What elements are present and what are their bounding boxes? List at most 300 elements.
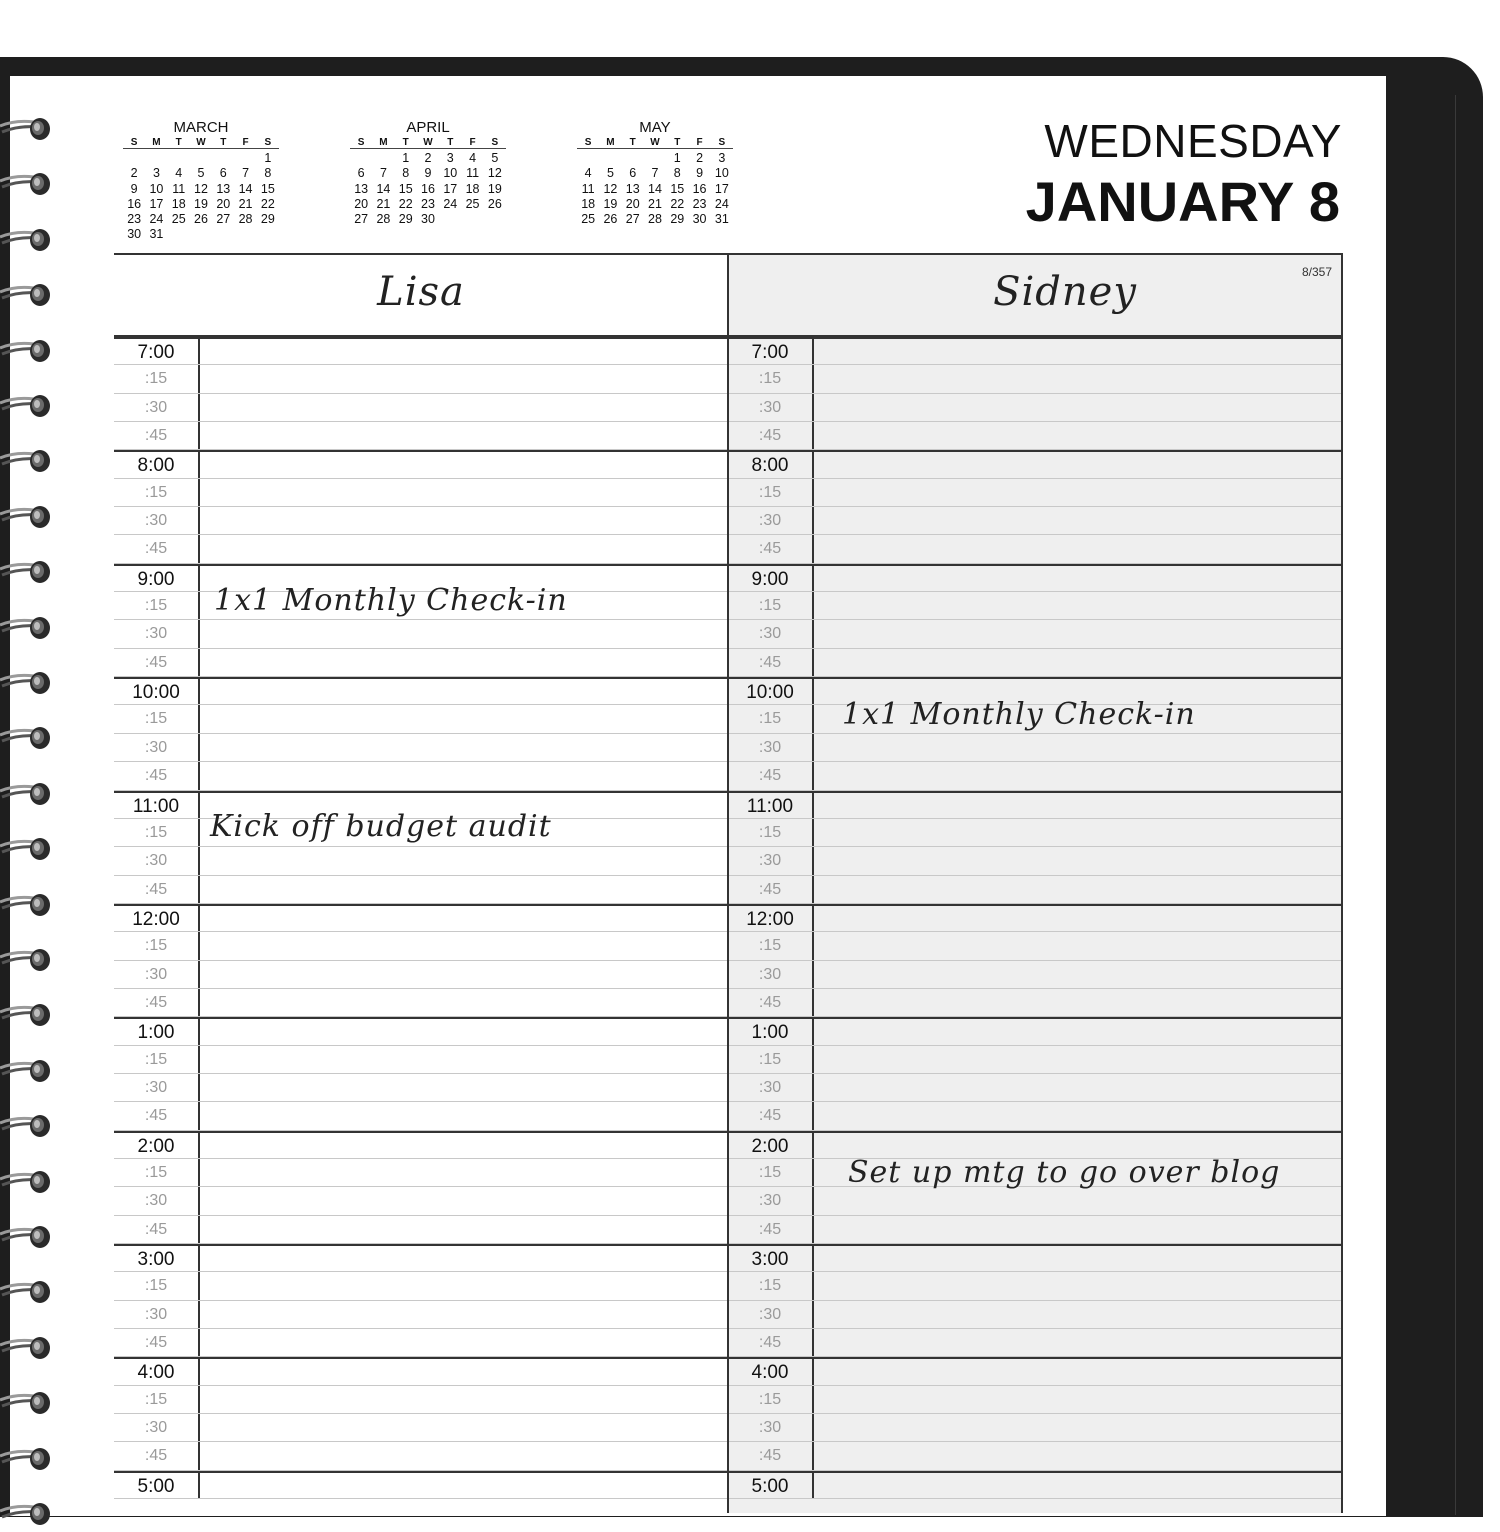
spiral-coil bbox=[0, 116, 56, 142]
calendar-day: 8 bbox=[264, 166, 272, 181]
calendar-day: 23 bbox=[127, 212, 142, 227]
spiral-coil bbox=[0, 1113, 56, 1139]
spiral-coil bbox=[0, 1002, 56, 1028]
calendar-day: 3 bbox=[152, 166, 160, 181]
time-slot-row[interactable] bbox=[114, 337, 728, 365]
calendar-day: 14 bbox=[648, 181, 662, 196]
calendar-day: 20 bbox=[216, 196, 231, 211]
time-slot-row[interactable] bbox=[728, 1301, 1342, 1329]
mini-calendar-weekdays bbox=[350, 137, 506, 149]
time-slot-row[interactable] bbox=[728, 1102, 1342, 1130]
calendar-day: 12 bbox=[603, 181, 618, 196]
time-label: :45 bbox=[114, 535, 200, 562]
time-rows bbox=[728, 337, 1342, 1499]
time-slot-row[interactable] bbox=[728, 876, 1342, 904]
calendar-day: 9 bbox=[696, 166, 704, 181]
time-slot-row[interactable] bbox=[728, 1046, 1342, 1074]
time-slot-row[interactable] bbox=[114, 1357, 728, 1385]
spiral-coil bbox=[0, 504, 56, 530]
time-label: :30 bbox=[728, 507, 814, 534]
mini-calendar-march bbox=[123, 119, 279, 243]
time-label: :30 bbox=[728, 1074, 814, 1101]
time-slot-row[interactable] bbox=[728, 1414, 1342, 1442]
calendar-day: 28 bbox=[648, 212, 662, 227]
time-slot-row[interactable] bbox=[114, 1329, 728, 1357]
time-slot-row[interactable] bbox=[728, 1272, 1342, 1300]
time-slot-row[interactable] bbox=[114, 1272, 728, 1300]
time-label: :45 bbox=[728, 762, 814, 789]
time-slot-row[interactable] bbox=[114, 1244, 728, 1272]
mini-calendar-may bbox=[577, 119, 733, 227]
calendar-day: 7 bbox=[379, 166, 387, 181]
time-label: :30 bbox=[114, 1074, 200, 1101]
spiral-coil bbox=[0, 1058, 56, 1084]
column-divider bbox=[727, 253, 729, 1513]
time-slot-row[interactable] bbox=[728, 1187, 1342, 1215]
time-slot-row[interactable] bbox=[114, 479, 728, 507]
mini-calendar-april bbox=[350, 119, 506, 227]
time-slot-row[interactable] bbox=[728, 1386, 1342, 1414]
time-slot-row[interactable] bbox=[114, 1442, 728, 1470]
time-slot-row[interactable] bbox=[728, 535, 1342, 563]
calendar-day: 8 bbox=[673, 166, 681, 181]
spiral-coil bbox=[0, 393, 56, 419]
time-slot-row[interactable] bbox=[114, 762, 728, 790]
time-label: :15 bbox=[728, 479, 814, 506]
calendar-day: 8 bbox=[402, 166, 410, 181]
calendar-day: 24 bbox=[443, 196, 458, 211]
calendar-day: 26 bbox=[603, 212, 618, 227]
time-slot-row[interactable] bbox=[114, 450, 728, 478]
time-label: :45 bbox=[114, 1102, 200, 1129]
time-slot-row[interactable] bbox=[728, 507, 1342, 535]
calendar-day: 18 bbox=[581, 196, 596, 211]
weekday-initial: F bbox=[696, 137, 703, 148]
time-label: 7:00 bbox=[114, 339, 200, 364]
time-label: 2:00 bbox=[114, 1133, 200, 1158]
time-label: :45 bbox=[114, 989, 200, 1016]
calendar-day bbox=[123, 151, 145, 166]
time-label: :30 bbox=[114, 620, 200, 647]
mini-calendar-days bbox=[577, 151, 733, 227]
calendar-day: 2 bbox=[424, 151, 432, 165]
time-slot-row[interactable] bbox=[114, 1187, 728, 1215]
time-slot-row[interactable] bbox=[114, 904, 728, 932]
time-label: 4:00 bbox=[114, 1359, 200, 1384]
calendar-day: 29 bbox=[398, 212, 413, 227]
time-label: 11:00 bbox=[728, 793, 814, 818]
time-slot-row[interactable] bbox=[728, 592, 1342, 620]
calendar-day: 21 bbox=[648, 196, 662, 211]
time-slot-row[interactable] bbox=[114, 422, 728, 450]
time-slot-row[interactable] bbox=[114, 1017, 728, 1045]
calendar-day: 27 bbox=[354, 212, 369, 227]
mini-calendar-month-name: APRIL bbox=[406, 119, 450, 136]
time-label: :15 bbox=[728, 1159, 814, 1186]
time-label: 5:00 bbox=[114, 1473, 200, 1498]
weekday-initial: T bbox=[674, 137, 681, 148]
calendar-day: 21 bbox=[238, 196, 253, 211]
calendar-day: 19 bbox=[603, 196, 618, 211]
time-label: :30 bbox=[114, 1301, 200, 1328]
calendar-day: 15 bbox=[260, 181, 275, 196]
mini-calendar-days bbox=[123, 151, 279, 243]
time-label: :15 bbox=[114, 1272, 200, 1299]
calendar-day: 17 bbox=[714, 181, 729, 196]
calendar-day: 27 bbox=[216, 212, 231, 227]
time-label: 11:00 bbox=[114, 793, 200, 818]
calendar-day: 15 bbox=[398, 181, 413, 196]
time-slot-row[interactable] bbox=[728, 337, 1342, 365]
calendar-day: 4 bbox=[469, 151, 477, 165]
weekday-initial: S bbox=[130, 137, 138, 148]
column-header bbox=[728, 253, 1342, 337]
time-label: :45 bbox=[114, 762, 200, 789]
calendar-day: 29 bbox=[260, 212, 275, 227]
time-slot-row[interactable] bbox=[728, 932, 1342, 960]
time-label: 8:00 bbox=[114, 452, 200, 477]
spiral-coil bbox=[0, 171, 56, 197]
calendar-day bbox=[212, 151, 234, 166]
calendar-day: 19 bbox=[194, 196, 208, 211]
time-slot-row[interactable] bbox=[728, 422, 1342, 450]
schedule-column-sidney bbox=[728, 253, 1342, 1513]
column-name: Lisa bbox=[377, 269, 465, 315]
weekday-initial: T bbox=[175, 137, 182, 148]
calendar-day bbox=[622, 151, 644, 166]
date-heading: JANUARY 8 bbox=[1025, 170, 1340, 233]
spiral-coil bbox=[0, 1335, 56, 1361]
weekday-initial: T bbox=[402, 137, 409, 148]
calendar-day bbox=[644, 151, 666, 166]
calendar-day: 10 bbox=[714, 166, 729, 181]
time-slot-row[interactable] bbox=[728, 734, 1342, 762]
time-slot-row[interactable] bbox=[728, 762, 1342, 790]
time-slot-row[interactable] bbox=[114, 1074, 728, 1102]
weekday-initial: F bbox=[242, 137, 249, 148]
spiral-coil bbox=[0, 947, 56, 973]
time-slot-row[interactable] bbox=[728, 649, 1342, 677]
time-slot-row[interactable] bbox=[114, 1102, 728, 1130]
time-label: :45 bbox=[728, 989, 814, 1016]
calendar-day: 22 bbox=[260, 196, 275, 211]
time-label: :15 bbox=[728, 592, 814, 619]
weekday-initial: W bbox=[196, 137, 206, 148]
calendar-day: 16 bbox=[692, 181, 707, 196]
time-label: :45 bbox=[728, 535, 814, 562]
calendar-day: 3 bbox=[446, 151, 454, 165]
time-label: 1:00 bbox=[114, 1019, 200, 1044]
calendar-day: 25 bbox=[171, 212, 186, 227]
time-slot-row[interactable] bbox=[728, 989, 1342, 1017]
spiral-coil bbox=[0, 448, 56, 474]
weekday-initial: M bbox=[152, 137, 161, 148]
calendar-day: 1 bbox=[402, 151, 410, 165]
time-slot-row[interactable] bbox=[114, 620, 728, 648]
time-slot-row[interactable] bbox=[728, 961, 1342, 989]
schedule-column-lisa bbox=[114, 253, 728, 1513]
calendar-day: 27 bbox=[625, 212, 640, 227]
time-label: :45 bbox=[114, 1216, 200, 1243]
time-slot-row[interactable] bbox=[114, 1301, 728, 1329]
calendar-day: 11 bbox=[466, 166, 480, 181]
spiral-binding bbox=[0, 0, 60, 1500]
calendar-day bbox=[234, 151, 256, 166]
calendar-day: 6 bbox=[629, 166, 637, 181]
time-label: 12:00 bbox=[114, 906, 200, 931]
calendar-day: 9 bbox=[130, 181, 138, 196]
mini-calendar-month-name: MARCH bbox=[173, 119, 229, 136]
spiral-coil bbox=[0, 1446, 56, 1472]
calendar-day: 10 bbox=[443, 166, 458, 181]
time-slot-row[interactable] bbox=[728, 847, 1342, 875]
time-slot-row[interactable] bbox=[114, 1159, 728, 1187]
weekday-initial: M bbox=[606, 137, 615, 148]
calendar-day: 14 bbox=[238, 181, 253, 196]
schedule-grid bbox=[114, 253, 1343, 1513]
calendar-day: 30 bbox=[692, 212, 707, 227]
time-label: :45 bbox=[728, 876, 814, 903]
spiral-coil bbox=[0, 338, 56, 364]
weekday-initial: W bbox=[423, 137, 433, 148]
time-label: :45 bbox=[728, 1329, 814, 1356]
entry-note[interactable]: Kick off budget audit bbox=[210, 809, 552, 844]
time-label: :15 bbox=[728, 1386, 814, 1413]
calendar-day: 11 bbox=[581, 181, 595, 196]
time-label: :30 bbox=[728, 961, 814, 988]
spiral-coil bbox=[0, 1169, 56, 1195]
calendar-day: 4 bbox=[584, 166, 592, 181]
time-label: :45 bbox=[114, 1329, 200, 1356]
mini-calendar-days bbox=[350, 151, 506, 227]
time-label: :15 bbox=[114, 932, 200, 959]
time-slot-row[interactable] bbox=[114, 705, 728, 733]
weekday-initial: F bbox=[469, 137, 476, 148]
time-slot-row[interactable] bbox=[114, 734, 728, 762]
calendar-day: 31 bbox=[149, 227, 164, 242]
mini-calendar-weekdays bbox=[123, 137, 279, 149]
calendar-day bbox=[577, 151, 599, 166]
calendar-day: 31 bbox=[714, 212, 729, 227]
page-number: 8/357 bbox=[1301, 265, 1332, 279]
time-label: :15 bbox=[114, 365, 200, 392]
time-slot-row[interactable] bbox=[114, 932, 728, 960]
calendar-day: 29 bbox=[670, 212, 685, 227]
time-slot-row[interactable] bbox=[728, 620, 1342, 648]
calendar-day: 12 bbox=[487, 166, 502, 181]
spiral-coil bbox=[0, 892, 56, 918]
time-slot-row[interactable] bbox=[728, 479, 1342, 507]
calendar-day: 17 bbox=[149, 196, 164, 211]
calendar-day: 26 bbox=[487, 196, 502, 211]
time-slot-row[interactable] bbox=[114, 876, 728, 904]
time-label: :30 bbox=[728, 620, 814, 647]
time-label: :15 bbox=[728, 1046, 814, 1073]
time-label: 1:00 bbox=[728, 1019, 814, 1044]
time-label: :45 bbox=[114, 649, 200, 676]
time-slot-row[interactable] bbox=[114, 1386, 728, 1414]
weekday-initial: T bbox=[629, 137, 636, 148]
time-label: :30 bbox=[114, 961, 200, 988]
calendar-day: 5 bbox=[197, 166, 205, 181]
calendar-day: 25 bbox=[465, 196, 480, 211]
time-label: :45 bbox=[728, 649, 814, 676]
mini-calendar-weekdays bbox=[577, 137, 733, 149]
time-label: :30 bbox=[114, 394, 200, 421]
time-label: :45 bbox=[728, 1216, 814, 1243]
time-slot-row[interactable] bbox=[728, 1357, 1342, 1385]
time-slot-row[interactable] bbox=[728, 450, 1342, 478]
calendar-day: 1 bbox=[673, 151, 681, 165]
time-slot-row[interactable] bbox=[728, 1244, 1342, 1272]
spiral-coil bbox=[0, 670, 56, 696]
time-label: :15 bbox=[114, 1046, 200, 1073]
time-label: :30 bbox=[114, 507, 200, 534]
time-label: :30 bbox=[728, 734, 814, 761]
calendar-day: 12 bbox=[194, 181, 208, 196]
time-slot-row[interactable] bbox=[114, 1216, 728, 1244]
time-slot-row[interactable] bbox=[114, 677, 728, 705]
time-label: :30 bbox=[114, 734, 200, 761]
time-label: 2:00 bbox=[728, 1133, 814, 1158]
time-slot-row[interactable] bbox=[728, 1216, 1342, 1244]
time-slot-row[interactable] bbox=[728, 365, 1342, 393]
time-label: 7:00 bbox=[728, 339, 814, 364]
time-slot-row[interactable] bbox=[114, 365, 728, 393]
time-label: :15 bbox=[728, 932, 814, 959]
time-slot-row[interactable] bbox=[728, 791, 1342, 819]
time-slot-row[interactable] bbox=[114, 989, 728, 1017]
time-label: :30 bbox=[114, 847, 200, 874]
entry-note[interactable]: 1x1 Monthly Check-in bbox=[842, 697, 1196, 732]
grid-right-border bbox=[1341, 253, 1343, 1513]
spiral-coil bbox=[0, 559, 56, 585]
time-slot-row[interactable] bbox=[728, 904, 1342, 932]
calendar-day bbox=[168, 151, 190, 166]
spiral-coil bbox=[0, 615, 56, 641]
calendar-day: 28 bbox=[376, 212, 391, 227]
time-slot-row[interactable] bbox=[728, 564, 1342, 592]
calendar-day bbox=[372, 151, 394, 166]
calendar-day: 3 bbox=[718, 151, 726, 165]
time-slot-row[interactable] bbox=[728, 1442, 1342, 1470]
calendar-day bbox=[350, 151, 372, 166]
calendar-day: 24 bbox=[149, 212, 164, 227]
calendar-day: 14 bbox=[376, 181, 391, 196]
time-slot-row[interactable] bbox=[114, 1414, 728, 1442]
spiral-coil bbox=[0, 1224, 56, 1250]
time-label: :15 bbox=[114, 592, 200, 619]
weekday-initial: T bbox=[447, 137, 454, 148]
time-label: :15 bbox=[728, 705, 814, 732]
calendar-day: 23 bbox=[421, 196, 435, 211]
calendar-day: 26 bbox=[194, 212, 208, 227]
calendar-day: 10 bbox=[149, 181, 164, 196]
time-label: :15 bbox=[114, 479, 200, 506]
calendar-day: 7 bbox=[242, 166, 250, 181]
weekday-heading: WEDNESDAY bbox=[1044, 115, 1342, 167]
time-slot-row[interactable] bbox=[114, 1131, 728, 1159]
time-label: :15 bbox=[114, 1159, 200, 1186]
weekday-initial: S bbox=[584, 137, 592, 148]
time-slot-row[interactable] bbox=[114, 1046, 728, 1074]
time-slot-row[interactable] bbox=[728, 1017, 1342, 1045]
calendar-day: 20 bbox=[354, 196, 369, 211]
calendar-day: 23 bbox=[692, 196, 707, 211]
calendar-day: 2 bbox=[696, 151, 704, 165]
time-slot-row[interactable] bbox=[114, 535, 728, 563]
time-label: :30 bbox=[728, 1414, 814, 1441]
time-label: 5:00 bbox=[728, 1473, 814, 1498]
time-slot-row[interactable] bbox=[114, 1471, 728, 1499]
calendar-day: 9 bbox=[424, 166, 432, 181]
time-slot-row[interactable] bbox=[728, 1074, 1342, 1102]
time-label: 3:00 bbox=[728, 1246, 814, 1271]
time-slot-row[interactable] bbox=[728, 1329, 1342, 1357]
time-label: :30 bbox=[114, 1187, 200, 1214]
calendar-day: 30 bbox=[421, 212, 435, 227]
time-label: 9:00 bbox=[728, 566, 814, 591]
time-slot-row[interactable] bbox=[114, 394, 728, 422]
time-slot-row[interactable] bbox=[728, 394, 1342, 422]
calendar-day: 5 bbox=[491, 151, 499, 165]
calendar-day: 24 bbox=[714, 196, 729, 211]
spiral-coil bbox=[0, 1279, 56, 1305]
spiral-coil bbox=[0, 781, 56, 807]
calendar-day: 22 bbox=[670, 196, 685, 211]
time-slot-row[interactable] bbox=[728, 819, 1342, 847]
time-label: 10:00 bbox=[728, 679, 814, 704]
time-slot-row[interactable] bbox=[114, 847, 728, 875]
calendar-day bbox=[145, 151, 167, 166]
column-name: Sidney bbox=[993, 269, 1137, 315]
entry-note[interactable]: Set up mtg to go over blog bbox=[848, 1155, 1281, 1190]
time-label: 10:00 bbox=[114, 679, 200, 704]
calendar-day: 7 bbox=[651, 166, 659, 181]
calendar-day: 6 bbox=[219, 166, 227, 181]
time-slot-row[interactable] bbox=[114, 507, 728, 535]
time-label: 4:00 bbox=[728, 1359, 814, 1384]
time-slot-row[interactable] bbox=[114, 961, 728, 989]
calendar-day: 28 bbox=[238, 212, 253, 227]
calendar-day: 2 bbox=[130, 166, 138, 181]
calendar-day: 13 bbox=[216, 181, 231, 196]
calendar-day bbox=[190, 151, 212, 166]
weekday-initial: T bbox=[220, 137, 227, 148]
calendar-day: 20 bbox=[625, 196, 640, 211]
entry-note[interactable]: 1x1 Monthly Check-in bbox=[214, 583, 568, 618]
calendar-day: 6 bbox=[357, 166, 365, 181]
time-label: :15 bbox=[728, 365, 814, 392]
weekday-initial: S bbox=[357, 137, 365, 148]
time-label: :15 bbox=[114, 1386, 200, 1413]
calendar-day: 22 bbox=[398, 196, 413, 211]
time-slot-row[interactable] bbox=[728, 1471, 1342, 1499]
spiral-coil bbox=[0, 282, 56, 308]
calendar-day: 17 bbox=[443, 181, 458, 196]
calendar-day: 13 bbox=[354, 181, 369, 196]
time-label: :30 bbox=[728, 1187, 814, 1214]
calendar-day: 5 bbox=[606, 166, 614, 181]
cover-edge bbox=[1455, 95, 1456, 1515]
time-label: 12:00 bbox=[728, 906, 814, 931]
spiral-coil bbox=[0, 1501, 56, 1527]
time-label: 8:00 bbox=[728, 452, 814, 477]
calendar-day: 11 bbox=[172, 181, 186, 196]
time-label: 9:00 bbox=[114, 566, 200, 591]
calendar-day: 16 bbox=[127, 196, 142, 211]
time-slot-row[interactable] bbox=[114, 649, 728, 677]
